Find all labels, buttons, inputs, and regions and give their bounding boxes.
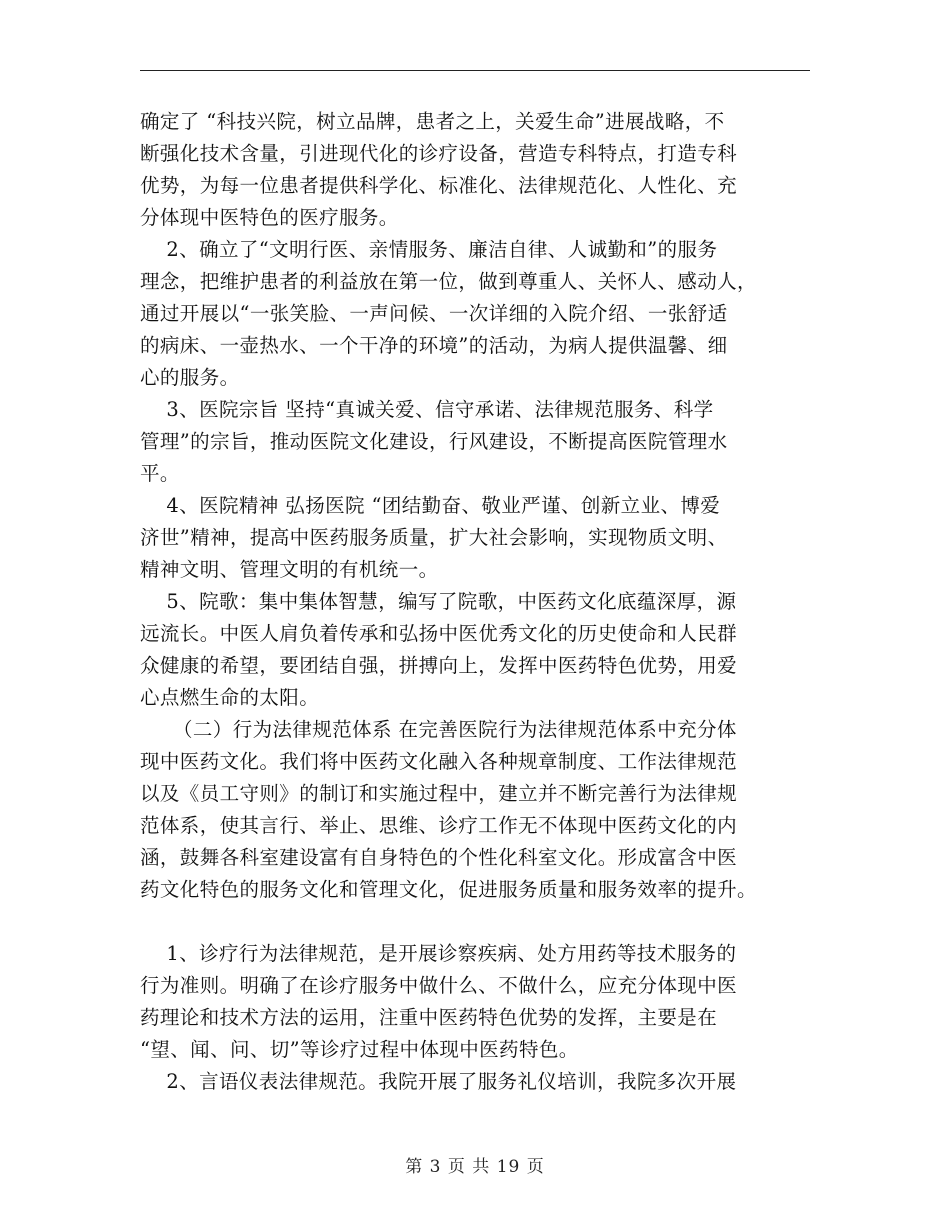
text-line: 药理论和技术方法的运用，注重中医药特色优势的发挥，主要是在 (140, 1006, 718, 1029)
text-line: 的病床、一壶热水、一个干净的环境”的活动，为病人提供温馨、细 (140, 334, 728, 357)
text-line: 2、言语仪表法律规范。我院开展了服务礼仪培训，我院多次开展 (140, 1070, 737, 1093)
text-line: 精神文明、管理文明的有机统一。 (140, 558, 439, 581)
text-line: 优势，为每一位患者提供科学化、标准化、法律规范化、人性化、充 (140, 174, 738, 197)
text-line: 以及《员工守则》的制订和实施过程中，建立并不断完善行为法律规 (140, 782, 738, 805)
text-line: 范体系，使其言行、举止、思维、诊疗工作无不体现中医药文化的内 (140, 814, 738, 837)
text-line: 2、确立了“文明行医、亲情服务、廉洁自律、人诚勤和”的服务 (140, 238, 718, 261)
text-line: 平。 (140, 462, 180, 485)
document-body (140, 106, 815, 1098)
text-line: 济世”精神，提高中医药服务质量，扩大社会影响，实现物质文明、 (140, 526, 728, 549)
text-line: 远流长。中医人肩负着传承和弘扬中医优秀文化的历史使命和人民群 (140, 622, 738, 645)
text-line: 确定了 “科技兴院，树立品牌，患者之上，关爱生命”进展战略，不 (140, 110, 725, 133)
text-line: 心点燃生命的太阳。 (140, 686, 320, 709)
blank-line (140, 906, 815, 938)
text-line: 1、诊疗行为法律规范，是开展诊察疾病、处方用药等技术服务的 (140, 942, 737, 965)
text-line: 4、医院精神 弘扬医院 “团结勤奋、敬业严谨、创新立业、博爱 (140, 494, 721, 517)
text-line: 涵，鼓舞各科室建设富有自身特色的个性化科室文化。形成富含中医 (140, 846, 738, 869)
header-rule (140, 70, 810, 71)
text-line: 心的服务。 (140, 366, 240, 389)
text-line: 行为准则。明确了在诊疗服务中做什么、不做什么，应充分体现中医 (140, 974, 738, 997)
page-number: 第 3 页 共 19 页 (405, 1157, 545, 1177)
text-line: （二）行为法律规范体系 在完善医院行为法律规范体系中充分体 (140, 718, 737, 741)
text-line: “望、闻、问、切”等诊疗过程中体现中医药特色。 (140, 1038, 579, 1061)
text-line: 理念，把维护患者的利益放在第一位，做到尊重人、关怀人、感动人， (140, 270, 757, 293)
text-line: 断强化技术含量，引进现代化的诊疗设备，营造专科特点，打造专科 (140, 142, 738, 165)
text-line: 药文化特色的服务文化和管理文化，促进服务质量和服务效率的提升。 (140, 878, 757, 901)
text-line: 5、院歌：集中集体智慧，编写了院歌，中医药文化底蕴深厚，源 (140, 590, 737, 613)
text-line: 众健康的希望，要团结自强，拼搏向上，发挥中医药特色优势，用爱 (140, 654, 738, 677)
text-line: 现中医药文化。我们将中医药文化融入各种规章制度、工作法律规范 (140, 750, 738, 773)
text-line: 3、医院宗旨 坚持“真诚关爱、信守承诺、法律规范服务、科学 (140, 398, 714, 421)
text-line: 管理”的宗旨，推动医院文化建设，行风建设，不断提高医院管理水 (140, 430, 728, 453)
text-line: 通过开展以“一张笑脸、一声问候、一次详细的入院介绍、一张舒适 (140, 302, 728, 325)
text-line: 分体现中医特色的医疗服务。 (140, 206, 399, 229)
